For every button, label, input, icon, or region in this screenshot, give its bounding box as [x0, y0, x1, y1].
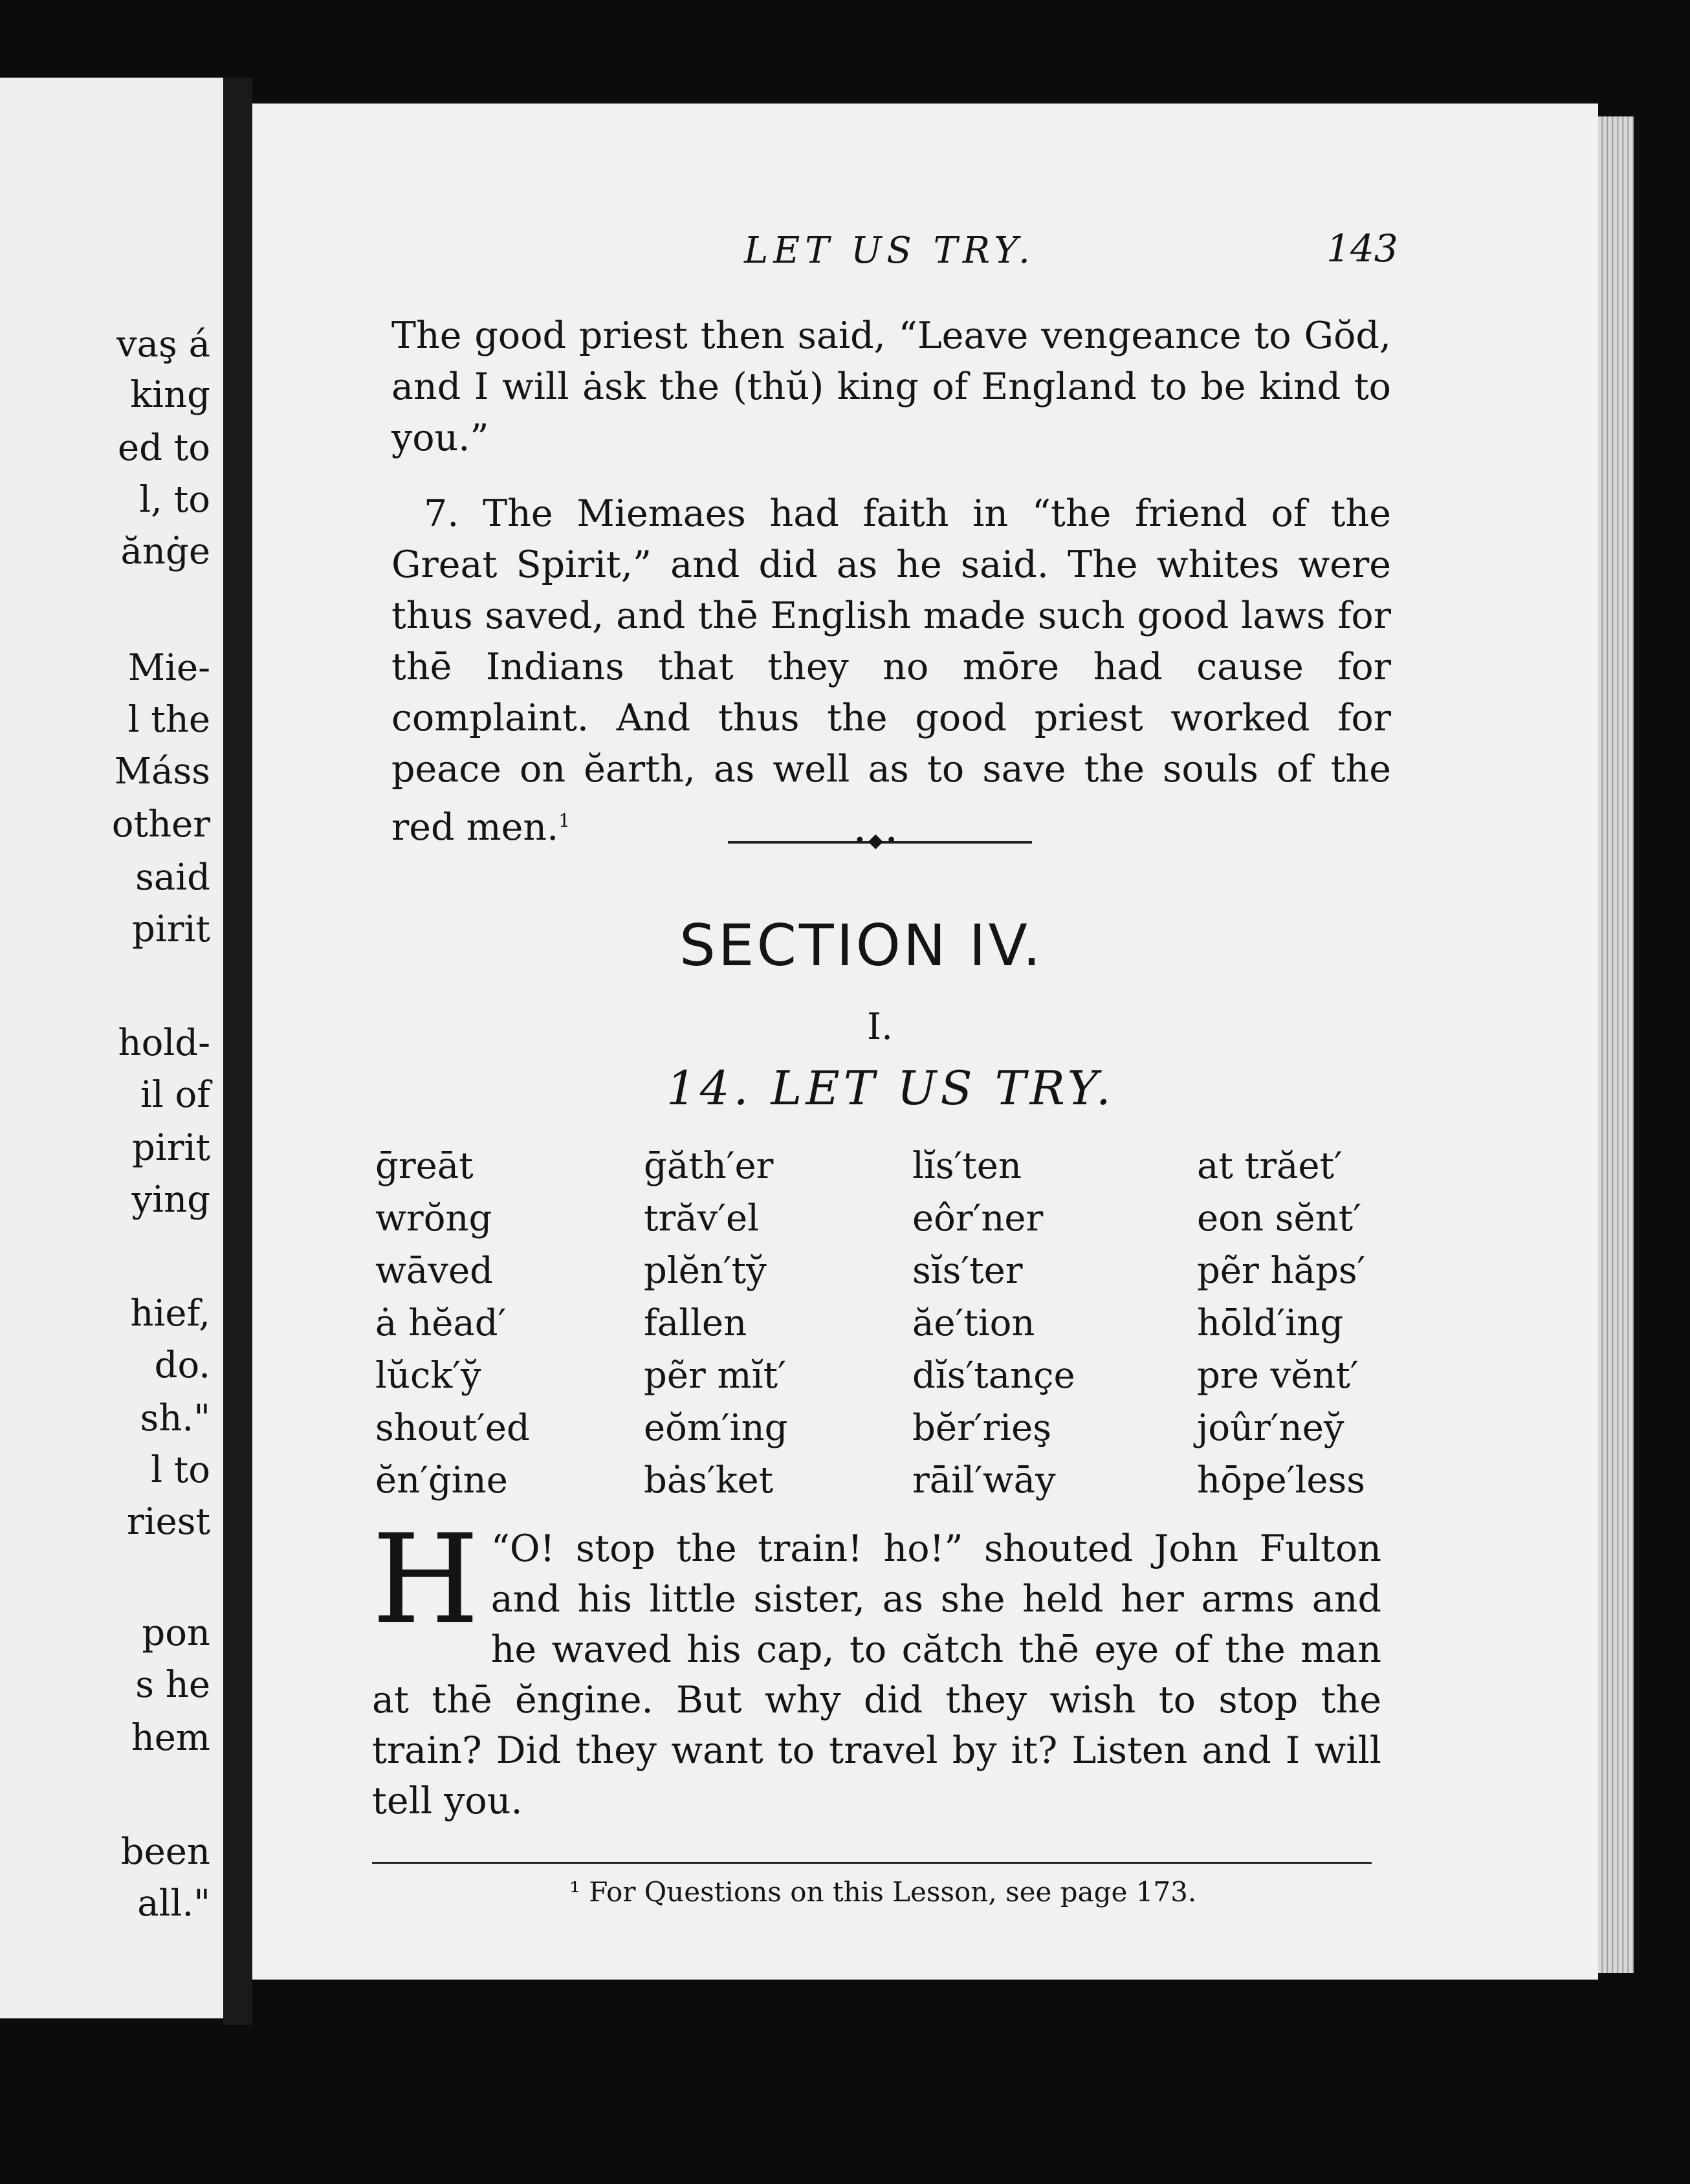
paragraph — [391, 488, 1391, 853]
spelling-word: lŭck′y̆ — [375, 1355, 481, 1397]
spelling-word: at trăet′ — [1197, 1145, 1343, 1187]
left-line: sh." — [140, 1397, 210, 1439]
word-column — [1197, 1140, 1391, 1507]
spelling-word: trăv′el — [644, 1197, 760, 1239]
spelling-word: eon sĕnt′ — [1197, 1197, 1361, 1239]
spelling-word: wāved — [375, 1250, 493, 1292]
left-line: pirit — [132, 1127, 210, 1169]
spelling-word: ḡăth′er — [644, 1145, 774, 1187]
left-line: Mie- — [127, 647, 210, 689]
paragraph-text: The good priest then said, “Leave vengeance to Gŏd, and I will ȧsk the (thŭ) king of England to be kind to you.” — [391, 314, 1391, 459]
paragraph — [391, 311, 1391, 464]
running-head: LET US TRY. — [744, 230, 1035, 272]
spelling-word: hōld′ing — [1197, 1302, 1344, 1344]
lesson-title: 14. LET US TRY. — [666, 1061, 1115, 1115]
opening-quote: “ — [490, 1527, 510, 1570]
spelling-word-grid — [375, 1140, 1391, 1507]
drop-cap: H — [372, 1508, 479, 1651]
left-line: riest — [126, 1501, 210, 1543]
spelling-word: eôr′ner — [912, 1197, 1044, 1239]
spelling-word: ȧ hĕad′ — [375, 1302, 507, 1344]
left-line: pirit — [132, 908, 210, 950]
left-line: all." — [137, 1883, 210, 1925]
left-line: ănġe — [120, 530, 210, 573]
spelling-word: pre vĕnt′ — [1197, 1355, 1359, 1397]
left-line: pon — [142, 1612, 210, 1654]
spelling-word: pẽr hăps′ — [1197, 1250, 1366, 1292]
spelling-word: ăe′tion — [912, 1302, 1035, 1344]
left-line: hold- — [118, 1022, 210, 1064]
spelling-word: hōpe′less — [1197, 1459, 1366, 1502]
spelling-word: wrŏng — [375, 1197, 492, 1239]
left-line: do. — [154, 1344, 210, 1386]
spelling-word: shout′ed — [375, 1407, 530, 1449]
spelling-word: ḡreāt — [375, 1145, 474, 1187]
footnote-rule — [372, 1862, 1372, 1864]
ornament: •◆• — [854, 829, 900, 852]
word-column — [375, 1140, 644, 1507]
word-column — [644, 1140, 912, 1507]
section-title: SECTION IV. — [679, 912, 1044, 979]
story-paragraph — [372, 1508, 1381, 1826]
spelling-word: fallen — [644, 1302, 747, 1344]
spelling-word: joûr′ney̆ — [1197, 1407, 1344, 1449]
footnote: ¹ For Questions on this Lesson, see page 173. — [569, 1876, 1197, 1908]
spelling-word: bĕr′rieş — [912, 1407, 1052, 1449]
left-line: l the — [127, 699, 210, 741]
left-line: l, to — [139, 479, 210, 521]
left-line: vaş á — [116, 323, 210, 366]
spelling-word: dĭs′tançe — [912, 1355, 1075, 1397]
page-edge — [1598, 116, 1634, 1973]
left-line: Máss — [114, 750, 210, 792]
left-line: ying — [131, 1179, 210, 1221]
left-line: been — [120, 1831, 210, 1873]
left-line: king — [130, 374, 210, 416]
left-line: other — [111, 803, 210, 846]
left-line: s he — [135, 1664, 210, 1706]
spelling-word: sĭs′ter — [912, 1250, 1023, 1292]
left-line: il of — [140, 1074, 210, 1116]
word-column — [912, 1140, 1197, 1507]
spelling-word: ĕn′ġine — [375, 1459, 508, 1502]
spelling-word: eŏm′ing — [644, 1407, 788, 1449]
spelling-word: lĭs′ten — [912, 1145, 1022, 1187]
story-text: O! stop the train! ho!” shouted John Fulton and his little sister, as she held her arms and he waved his cap, to cătch thē eye of the man at thē ĕngine. But why did they wish to stop the train? Did they want to travel by it? Listen and I will tell you. — [372, 1527, 1381, 1822]
spelling-word: pẽr mĭt′ — [644, 1355, 786, 1397]
book-gutter — [223, 78, 252, 2025]
left-line: said — [135, 857, 210, 899]
spelling-word: plĕn′ty̆ — [644, 1250, 767, 1292]
footnote-marker: 1 — [558, 810, 571, 831]
spelling-word: bȧs′ket — [644, 1459, 774, 1502]
spelling-word: rāil′wāy — [912, 1459, 1056, 1502]
page-number: 143 — [1326, 226, 1398, 270]
left-line: hief, — [130, 1293, 210, 1335]
left-page — [0, 78, 227, 2018]
left-line: hem — [131, 1717, 210, 1759]
paragraph-text: 7. The Miemaes had faith in “the friend of the Great Spirit,” and did as he said. The whites were thus saved, and thē English made such good laws for thē Indians that they no mōre had cause for complaint. And thus the good priest worked for peace on ĕarth, as well as to save the souls of the red men. — [391, 492, 1391, 849]
left-line: l to — [151, 1449, 210, 1491]
left-line: ed to — [117, 427, 210, 469]
subsection-number: I. — [867, 1006, 893, 1048]
